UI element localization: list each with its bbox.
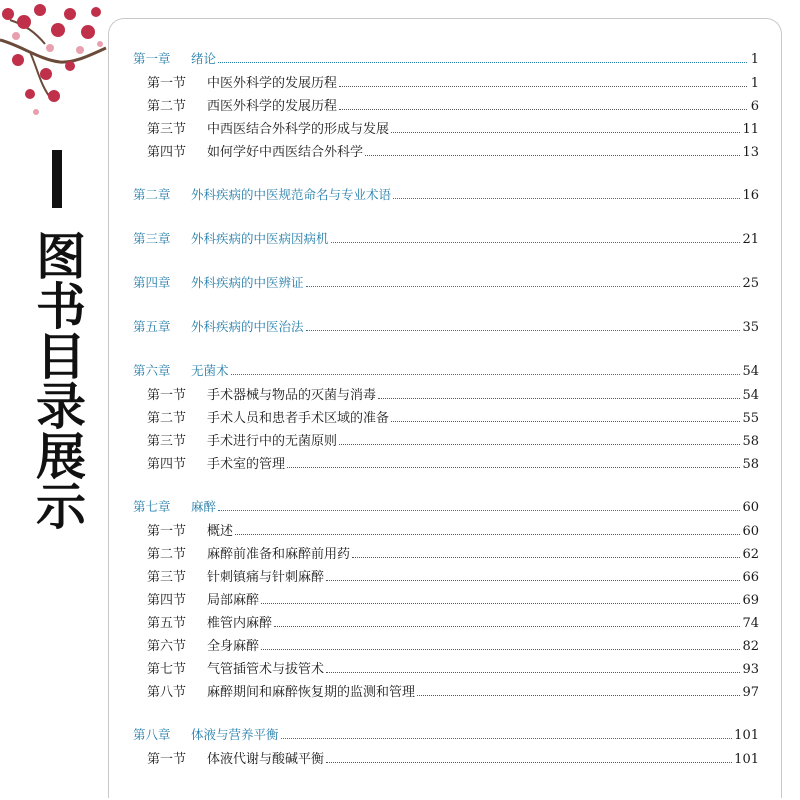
dot-leader bbox=[417, 695, 740, 696]
toc-entry-label: 第四节 bbox=[147, 593, 187, 608]
dot-leader bbox=[352, 557, 740, 558]
dot-leader bbox=[218, 510, 740, 511]
toc-entry-page: 58 bbox=[742, 434, 759, 449]
toc-entry-page: 1 bbox=[750, 52, 759, 67]
toc-entry-label: 第四节 bbox=[147, 457, 187, 472]
dot-leader bbox=[287, 467, 740, 468]
toc-panel bbox=[108, 18, 782, 798]
dot-leader bbox=[326, 672, 740, 673]
toc-entry-title: 气管插管术与拔管术 bbox=[207, 662, 325, 677]
toc-entry-page: 11 bbox=[742, 122, 759, 137]
toc-entry-label: 第六节 bbox=[147, 639, 187, 654]
toc-entry-title: 局部麻醉 bbox=[207, 593, 260, 608]
dot-leader bbox=[261, 603, 740, 604]
toc-section-row bbox=[133, 589, 759, 612]
toc-section-row bbox=[133, 407, 759, 430]
toc-chapter-row bbox=[133, 497, 759, 520]
toc-entry-label: 第八章 bbox=[133, 727, 171, 742]
toc-entry-label: 第二章 bbox=[133, 187, 171, 202]
toc-entry-page: 16 bbox=[742, 188, 759, 203]
dot-leader bbox=[274, 626, 740, 627]
toc-section-row bbox=[133, 681, 759, 704]
toc-entry-label: 第一章 bbox=[133, 51, 171, 66]
toc-chapter-row bbox=[133, 317, 759, 340]
toc-entry-page: 101 bbox=[734, 728, 759, 743]
toc-entry-label: 第三节 bbox=[147, 434, 187, 449]
toc-section-row bbox=[133, 748, 759, 771]
toc-chapter-row bbox=[133, 273, 759, 296]
toc-chapter-row bbox=[133, 361, 759, 384]
toc-entry-title: 体液代谢与酸碱平衡 bbox=[207, 752, 325, 767]
toc-entry-title: 手术器械与物品的灭菌与消毒 bbox=[207, 388, 377, 403]
dot-leader bbox=[231, 374, 741, 375]
dot-leader bbox=[393, 198, 740, 199]
toc-entry-label: 第一节 bbox=[147, 524, 187, 539]
dot-leader bbox=[326, 580, 740, 581]
dot-leader bbox=[365, 155, 740, 156]
toc-entry-label: 第七节 bbox=[147, 662, 187, 677]
toc-entry-page: 93 bbox=[742, 662, 759, 677]
toc-entry-label: 第八节 bbox=[147, 685, 187, 700]
toc-entry-page: 35 bbox=[742, 320, 759, 335]
toc-entry-page: 62 bbox=[742, 547, 759, 562]
toc-entry-label: 第三节 bbox=[147, 570, 187, 585]
toc-entry-title: 西医外科学的发展历程 bbox=[207, 99, 338, 114]
toc-section-row bbox=[133, 141, 759, 164]
toc-chapter-row bbox=[133, 49, 759, 72]
toc-entry-title: 椎管内麻醉 bbox=[207, 616, 273, 631]
toc-entry-title: 中西医结合外科学的形成与发展 bbox=[207, 122, 390, 137]
table-of-contents bbox=[133, 49, 759, 771]
toc-entry-page: 66 bbox=[742, 570, 759, 585]
dot-leader bbox=[339, 444, 740, 445]
banner-bar bbox=[52, 150, 62, 208]
toc-section-row bbox=[133, 95, 759, 118]
toc-entry-label: 第一节 bbox=[147, 752, 187, 767]
toc-section-row bbox=[133, 72, 759, 95]
toc-entry-page: 82 bbox=[742, 639, 759, 654]
dot-leader bbox=[339, 86, 747, 87]
toc-entry-title: 外科疾病的中医规范命名与专业术语 bbox=[191, 187, 392, 202]
toc-section-row bbox=[133, 118, 759, 141]
side-banner bbox=[22, 150, 92, 530]
toc-entry-page: 25 bbox=[742, 276, 759, 291]
toc-entry-page: 6 bbox=[750, 99, 759, 114]
toc-entry-title: 体液与营养平衡 bbox=[191, 727, 279, 742]
banner-title: 图书目录展示 bbox=[28, 230, 86, 530]
dot-leader bbox=[391, 132, 740, 133]
toc-entry-page: 60 bbox=[742, 500, 759, 515]
toc-entry-title: 针刺镇痛与针刺麻醉 bbox=[207, 570, 325, 585]
toc-section-row bbox=[133, 520, 759, 543]
toc-section-row bbox=[133, 635, 759, 658]
toc-entry-title: 外科疾病的中医病因病机 bbox=[191, 231, 329, 246]
dot-leader bbox=[218, 62, 747, 63]
toc-section-row bbox=[133, 543, 759, 566]
toc-entry-title: 全身麻醉 bbox=[207, 639, 260, 654]
toc-chapter-row bbox=[133, 229, 759, 252]
toc-entry-label: 第四节 bbox=[147, 145, 187, 160]
toc-entry-title: 麻醉前准备和麻醉前用药 bbox=[207, 547, 351, 562]
dot-leader bbox=[326, 762, 732, 763]
toc-entry-title: 外科疾病的中医治法 bbox=[191, 319, 304, 334]
toc-entry-title: 手术室的管理 bbox=[207, 457, 286, 472]
toc-section-row bbox=[133, 612, 759, 635]
toc-entry-title: 麻醉期间和麻醉恢复期的监测和管理 bbox=[207, 685, 416, 700]
toc-entry-title: 绪论 bbox=[191, 51, 217, 66]
dot-leader bbox=[261, 649, 740, 650]
dot-leader bbox=[235, 534, 740, 535]
toc-entry-page: 97 bbox=[742, 685, 759, 700]
toc-entry-page: 1 bbox=[750, 76, 759, 91]
dot-leader bbox=[391, 421, 740, 422]
dot-leader bbox=[306, 330, 741, 331]
toc-entry-page: 101 bbox=[734, 752, 759, 767]
toc-entry-page: 55 bbox=[742, 411, 759, 426]
toc-entry-label: 第三章 bbox=[133, 231, 171, 246]
toc-entry-label: 第二节 bbox=[147, 411, 187, 426]
dot-leader bbox=[339, 109, 747, 110]
toc-entry-title: 如何学好中西医结合外科学 bbox=[207, 145, 364, 160]
toc-entry-title: 手术进行中的无菌原则 bbox=[207, 434, 338, 449]
toc-entry-label: 第二节 bbox=[147, 99, 187, 114]
toc-entry-page: 13 bbox=[742, 145, 759, 160]
dot-leader bbox=[281, 738, 733, 739]
toc-entry-label: 第二节 bbox=[147, 547, 187, 562]
toc-entry-label: 第六章 bbox=[133, 363, 171, 378]
toc-entry-page: 54 bbox=[742, 388, 759, 403]
toc-entry-page: 69 bbox=[742, 593, 759, 608]
toc-section-row bbox=[133, 658, 759, 681]
dot-leader bbox=[306, 286, 741, 287]
toc-entry-label: 第四章 bbox=[133, 275, 171, 290]
toc-entry-label: 第三节 bbox=[147, 122, 187, 137]
toc-entry-label: 第七章 bbox=[133, 499, 171, 514]
toc-entry-page: 74 bbox=[742, 616, 759, 631]
toc-entry-label: 第一节 bbox=[147, 76, 187, 91]
toc-entry-page: 54 bbox=[742, 364, 759, 379]
toc-entry-title: 无菌术 bbox=[191, 363, 229, 378]
toc-entry-label: 第五节 bbox=[147, 616, 187, 631]
plum-blossom-decoration bbox=[0, 0, 110, 120]
toc-entry-title: 中医外科学的发展历程 bbox=[207, 76, 338, 91]
toc-entry-title: 手术人员和患者手术区域的准备 bbox=[207, 411, 390, 426]
dot-leader bbox=[331, 242, 741, 243]
toc-entry-page: 60 bbox=[742, 524, 759, 539]
toc-section-row bbox=[133, 453, 759, 476]
toc-entry-label: 第一节 bbox=[147, 388, 187, 403]
dot-leader bbox=[378, 398, 740, 399]
toc-entry-page: 58 bbox=[742, 457, 759, 472]
toc-entry-page: 21 bbox=[742, 232, 759, 247]
toc-section-row bbox=[133, 566, 759, 589]
toc-entry-title: 麻醉 bbox=[191, 499, 217, 514]
toc-section-row bbox=[133, 384, 759, 407]
toc-entry-title: 外科疾病的中医辨证 bbox=[191, 275, 304, 290]
toc-section-row bbox=[133, 430, 759, 453]
toc-entry-label: 第五章 bbox=[133, 319, 171, 334]
toc-chapter-row bbox=[133, 725, 759, 748]
toc-chapter-row bbox=[133, 185, 759, 208]
toc-entry-title: 概述 bbox=[207, 524, 234, 539]
